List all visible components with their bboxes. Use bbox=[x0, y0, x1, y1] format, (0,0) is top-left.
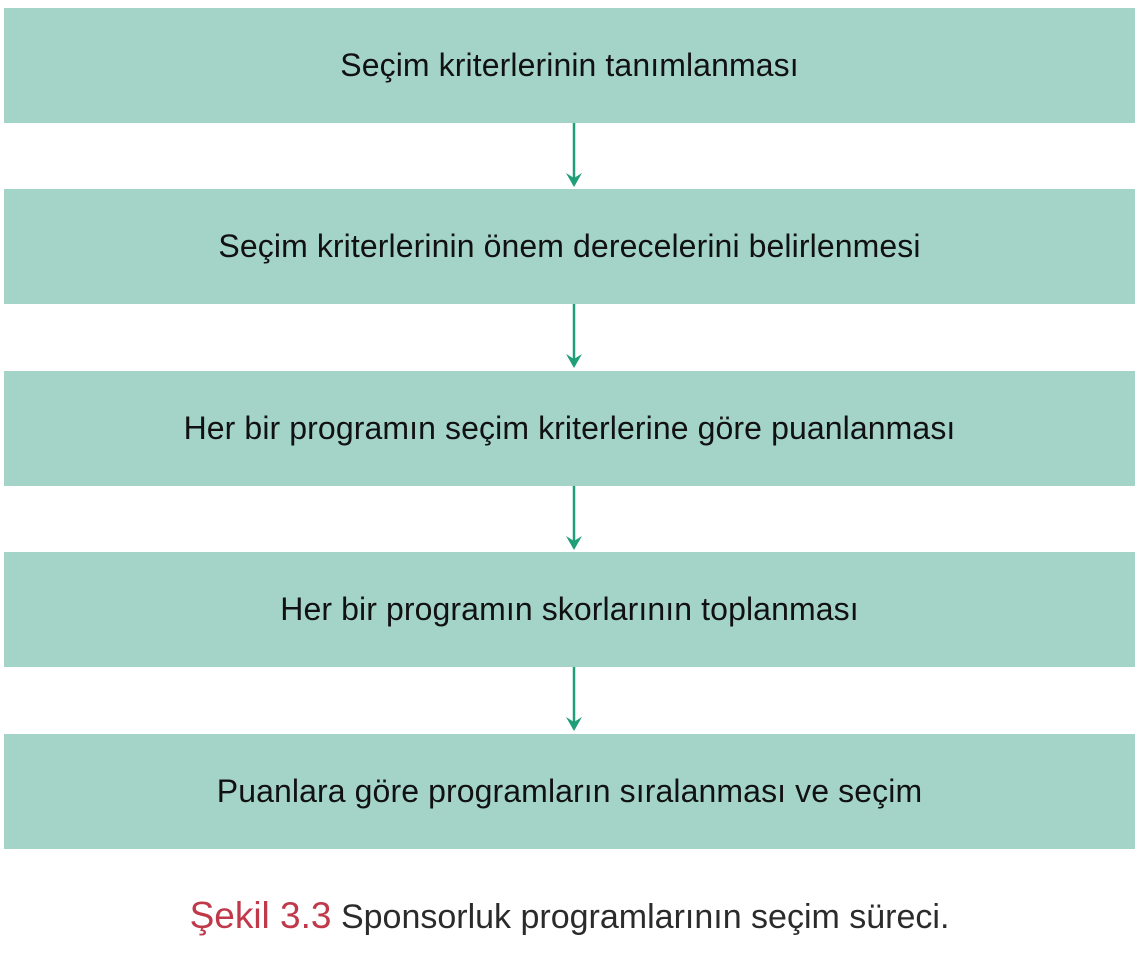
step-box-define-criteria bbox=[4, 8, 1135, 123]
caption-text: Sponsorluk programlarının seçim süreci. bbox=[340, 898, 950, 936]
step-box-sum-scores bbox=[4, 552, 1135, 667]
down-arrow-icon bbox=[559, 486, 589, 552]
step-label: Puanlara göre programların sıralanması ve seçim bbox=[216, 773, 923, 809]
step-box-score-programs bbox=[4, 371, 1135, 486]
step-label: Her bir programın skorlarının toplanması bbox=[280, 591, 859, 627]
down-arrow-icon bbox=[559, 667, 589, 733]
down-arrow-icon bbox=[559, 123, 589, 189]
step-box-rank-and-select bbox=[4, 734, 1135, 849]
figure-label: Şekil 3.3 bbox=[189, 895, 332, 936]
figure-caption bbox=[0, 895, 1139, 937]
step-box-criteria-weights bbox=[4, 189, 1135, 304]
step-label: Seçim kriterlerinin tanımlanması bbox=[340, 47, 799, 83]
down-arrow-icon bbox=[559, 304, 589, 370]
step-label: Her bir programın seçim kriterlerine göre puanlanması bbox=[183, 410, 956, 446]
step-label: Seçim kriterlerinin önem derecelerini belirlenmesi bbox=[218, 228, 921, 264]
